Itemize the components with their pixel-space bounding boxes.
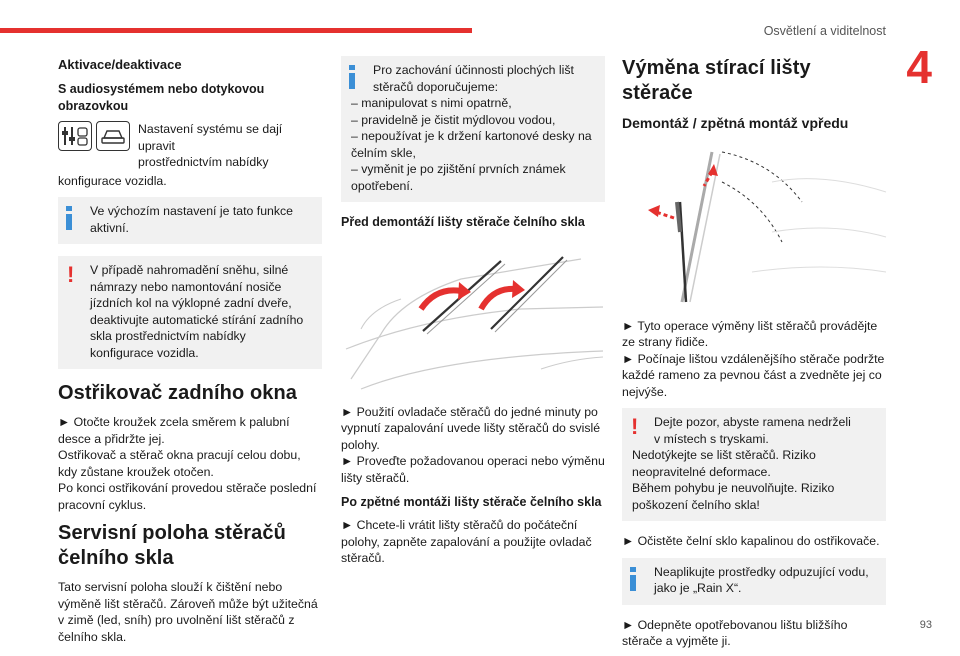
column-2 <box>341 56 605 573</box>
paragraph: ► Otočte kroužek zcela směrem k palubní desce a přidržte jej. <box>58 415 290 446</box>
setting-text-line: konfigurace vozidla. <box>58 173 167 188</box>
paragraph: ► Tyto operace výměny lišt stěračů provádějte ze strany řidiče. <box>622 318 878 349</box>
setting-text-line: Nastavení systému se dají upravit <box>138 122 283 153</box>
warning-icon: ! <box>631 414 639 439</box>
header-title: Osvětlení a viditelnost <box>763 24 886 38</box>
warning-lead: Dejte pozor, abyste ramena nedrželi <box>654 415 851 429</box>
info-lead: Pro zachování účinnosti plochých lišt <box>373 63 574 77</box>
subheading: S audiosystémem nebo dotykovou obrazovkou <box>58 82 265 113</box>
info-list-item: – manipulovat s nimi opatrně, <box>351 96 512 110</box>
heading-service-position: Servisní poloha stěračů čelního skla <box>58 522 286 569</box>
info-box <box>58 197 322 244</box>
info-icon <box>66 206 72 228</box>
heading-front-removal: Demontáž / zpětná montáž vpředu <box>622 115 849 131</box>
setting-row <box>58 121 322 171</box>
paragraph: ► Očistěte čelní sklo kapalinou do ostřikovače. <box>622 534 880 548</box>
warning-icon: ! <box>67 262 75 287</box>
info-list-item: – nepoužívat je k držení kartonové desky na čelním skle, <box>351 129 592 160</box>
warning-box <box>622 408 886 521</box>
warning-box <box>58 256 322 369</box>
heading-after-refit: Po zpětné montáži lišty stěrače čelního skla <box>341 495 602 509</box>
paragraph: Tato servisní poloha slouží k čištění nebo výměně lišt stěračů. Zároveň může být užitečná v zimě (led, sníh) pro uvolnění lišt stěračů z čelního skla. <box>58 580 318 644</box>
paragraph: Ostřikovač a stěrač okna pracují celou dobu, kdy zůstane kroužek otočen. <box>58 448 301 479</box>
paragraph: ► Odepněte opotřebovanou lištu bližšího stěrače a vyjměte ji. <box>622 617 848 648</box>
chapter-number: 4 <box>906 41 932 93</box>
heading-before-removal: Před demontáží lišty stěrače čelního skla <box>341 215 585 229</box>
car-icon <box>96 121 130 151</box>
info-text: Ve výchozím nastavení je tato funkce aktivní. <box>90 204 294 235</box>
info-box <box>622 558 886 605</box>
info-icon <box>349 65 355 87</box>
info-lead: stěračů doporučujeme: <box>373 79 499 94</box>
setting-text-line: prostřednictvím nabídky <box>138 155 269 169</box>
warning-text: Během pohybu je neuvolňujte. Riziko poškození čelního skla! <box>632 481 835 512</box>
paragraph: ► Chcete-li vrátit lišty stěračů do počáteční polohy, zapněte zapalování a použijte ovladač stěračů. <box>341 518 592 565</box>
settings-sliders-icon <box>58 121 92 151</box>
paragraph: Po konci ostřikování provedou stěrače poslední pracovní cyklus. <box>58 481 317 512</box>
warning-lead: V případě nahromadění sněhu, silné <box>90 263 289 277</box>
column-3 <box>622 56 886 656</box>
wiper-service-illustration <box>341 239 605 394</box>
info-list-item: – pravidelně je čistit mýdlovou vodou, <box>351 112 556 127</box>
info-lead: jako je „Rain X“. <box>654 581 742 595</box>
info-icon <box>630 567 636 589</box>
warning-text: Nedotýkejte se lišt stěračů. Riziko neopravitelné deformace. <box>632 448 816 479</box>
paragraph: ► Použití ovladače stěračů do jedné minuty po vypnutí zapalování uvede lišty stěračů do svislé polohy. <box>341 404 601 452</box>
info-lead: Neaplikujte prostředky odpuzující vodu, <box>654 564 869 579</box>
section-title: Aktivace/deaktivace <box>58 57 182 72</box>
heading-rear-washer: Ostřikovač zadního okna <box>58 382 298 404</box>
page-number: 93 <box>919 619 932 631</box>
column-1 <box>58 56 322 651</box>
wiper-lift-illustration <box>622 142 886 312</box>
paragraph: ► Proveďte požadovanou operaci nebo výměnu lišty stěračů. <box>341 454 605 485</box>
paragraph: ► Počínaje lištou vzdálenějšího stěrače podržte každé rameno za pevnou část a zvedněte jej co nejvýše. <box>622 351 885 399</box>
heading-blade-replacement: Výměna stírací lišty stěrače <box>622 57 811 104</box>
info-list-item: – vyměnit je po zjištění prvních známek opotřebení. <box>351 162 566 193</box>
header-accent-bar <box>0 28 472 33</box>
warning-lead: v místech s tryskami. <box>654 431 769 446</box>
warning-text: námrazy nebo namontování nosiče jízdních kol na výklopné zadní dveře, deaktivujte automatické stírání zadního skla prostřednictvím nabídky konfigurace vozidla. <box>90 279 304 360</box>
info-box <box>341 56 605 202</box>
